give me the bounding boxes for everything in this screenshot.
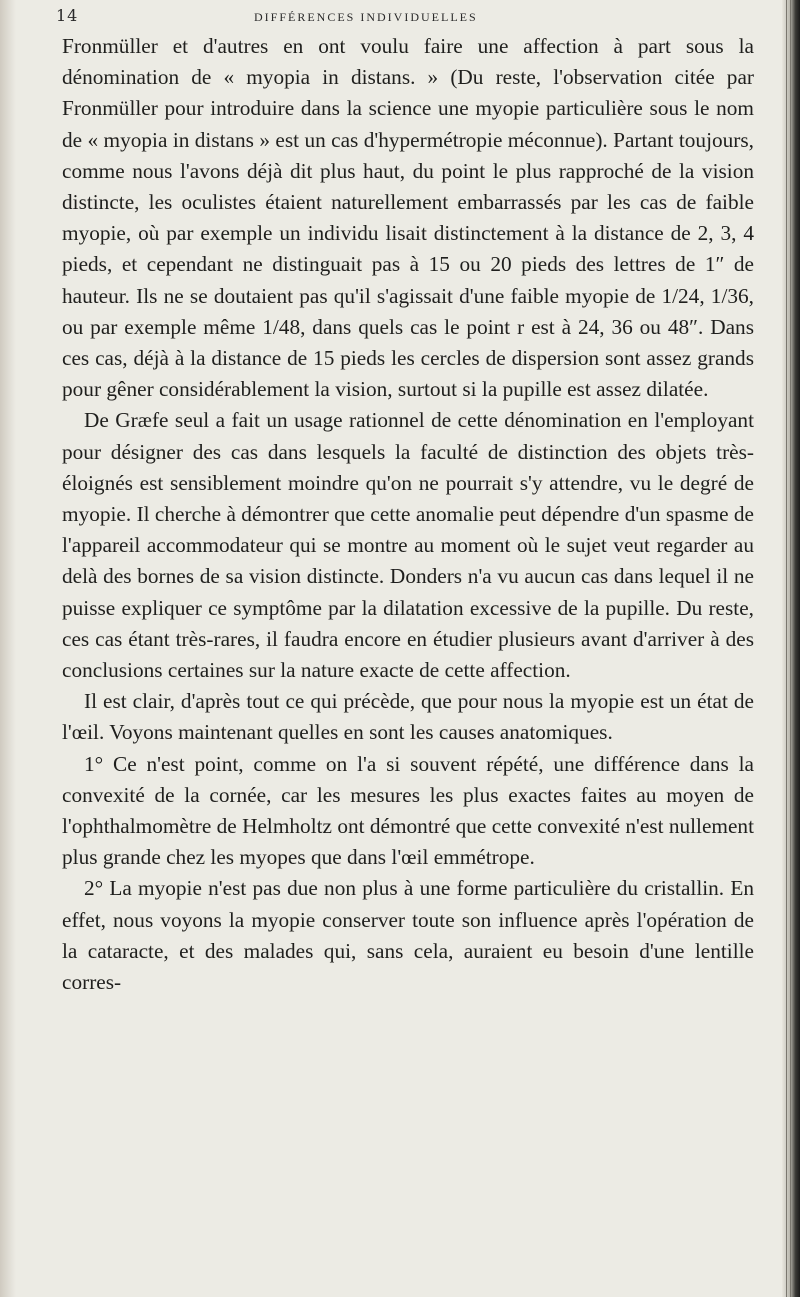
page-edge bbox=[782, 0, 800, 1297]
running-title: DIFFÉRENCES INDIVIDUELLES bbox=[254, 10, 478, 24]
paragraph-5: 2° La myopie n'est pas due non plus à une forme particulière du cristallin. En effet, nous voyons la myopie conserver toute son influence après l'opération de la cataracte, et des malades qui, sans cela, auraient eu besoin d'une lentille corres- bbox=[62, 876, 754, 995]
paragraph-2: De Græfe seul a fait un usage rationnel de cette dénomination en l'employant pour désigner des cas dans lesquels la faculté de distinction des objets très-éloignés est sensiblement moindre qu'on ne pourrait s'y attendre, vu le degré de myopie. Il cherche à démontrer que cette anomalie peut dépendre d'un spasme de l'appareil accommodateur qui se montre au moment où le sujet veut regarder au delà des bornes de sa vision distincte. Donders n'a vu aucun cas dans lequel il ne puisse expliquer ce symptôme par la dilatation excessive de la pupille. Du reste, ces cas étant très-rares, il faudra encore en étudier plusieurs avant d'arriver à des conclusions certaines sur la nature exacte de cette affection. bbox=[62, 408, 754, 683]
page-edge-line bbox=[786, 0, 787, 1297]
page-number: 14 bbox=[56, 6, 79, 25]
body-text bbox=[62, 31, 754, 998]
paragraph-3: Il est clair, d'après tout ce qui précède, que pour nous la myopie est un état de l'œil. Voyons maintenant quelles en sont les causes anatomiques. bbox=[62, 689, 754, 745]
page-header bbox=[56, 6, 756, 28]
paragraph-1: Fronmüller et d'autres en ont voulu faire une affection à part sous la dénomination de « myopia in distans. » (Du reste, l'observation citée par Fronmüller pour introduire dans la science une myopie particulière sous le nom de « myopia in distans » est un cas d'hypermétropie méconnue). Partant toujours, comme nous l'avons déjà dit plus haut, du point le plus rapproché de la vision distincte, les oculistes étaient naturellement embarrassés par les cas de faible myopie, où par exemple un individu lisait distinctement à la distance de 2, 3, 4 pieds, et cependant ne distinguait pas à 15 ou 20 pieds des lettres de 1″ de hauteur. Ils ne se doutaient pas qu'il s'agissait d'une faible myopie de 1/24, 1/36, ou par exemple même 1/48, dans quels cas le point r est à 24, 36 ou 48″. Dans ces cas, déjà à la distance de 15 pieds les cercles de dispersion sont assez grands pour gêner considérablement la vision, surtout si la pupille est assez dilatée. bbox=[62, 34, 754, 402]
page-gutter-shadow bbox=[0, 0, 16, 1297]
page-edge-line bbox=[790, 0, 791, 1297]
paragraph-4: 1° Ce n'est point, comme on l'a si souvent répété, une différence dans la convexité de la cornée, car les mesures les plus exactes faites au moyen de l'ophthalmomètre de Helmholtz ont démontré que cette convexité n'est nullement plus grande chez les myopes que dans l'œil emmétrope. bbox=[62, 751, 754, 870]
